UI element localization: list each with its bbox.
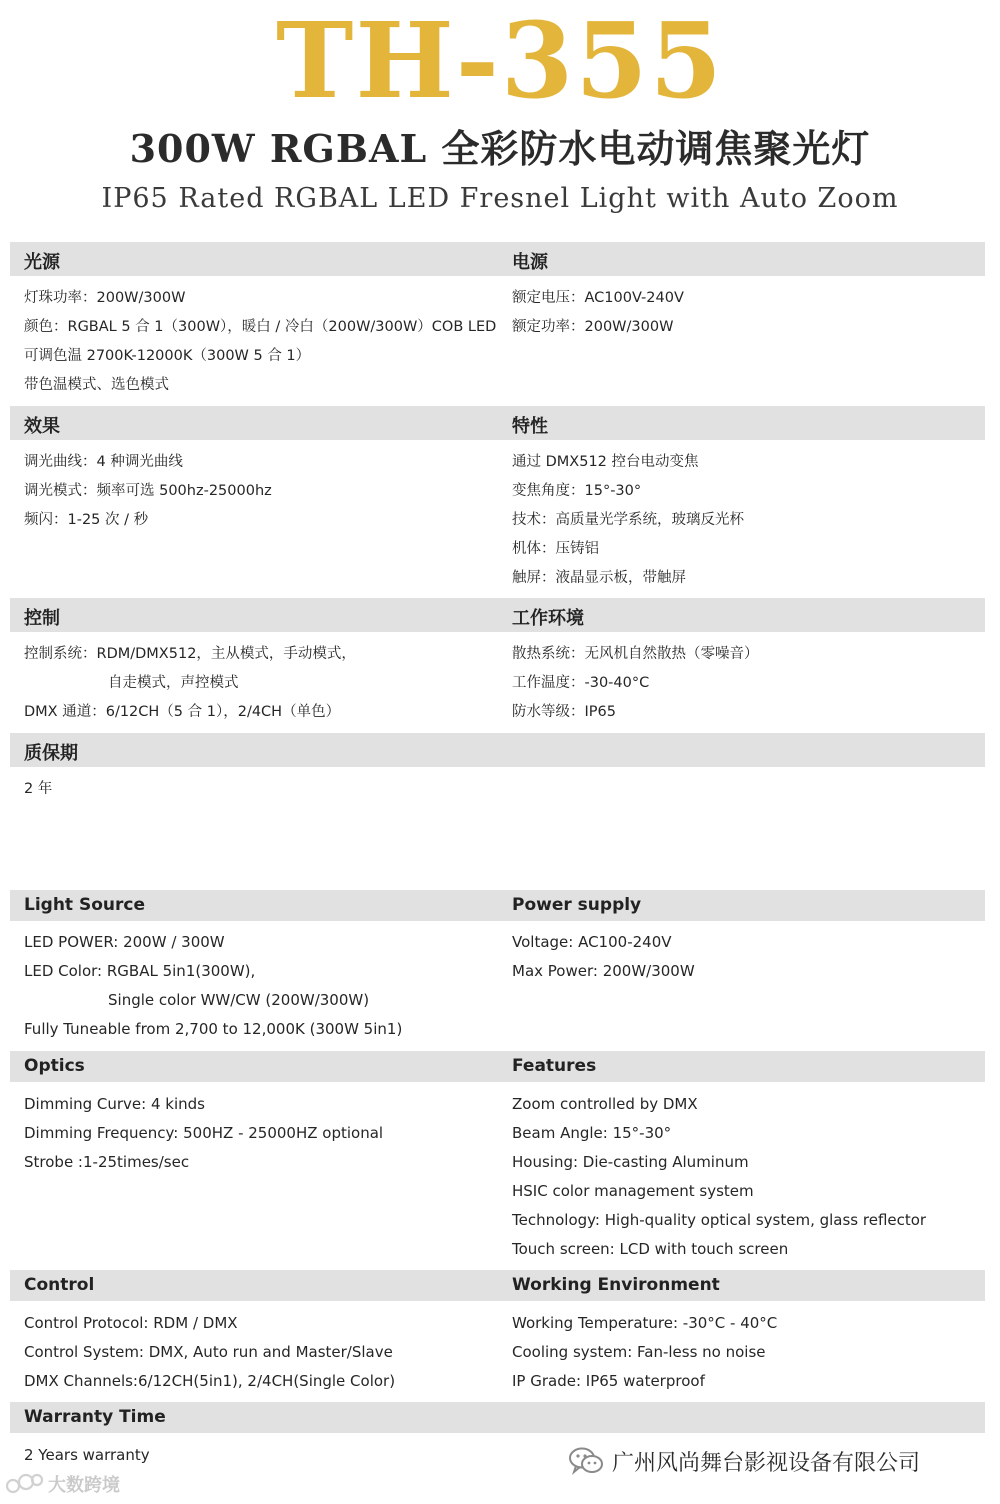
cn-light-source-line: 可调色温 2700K-12000K（300W 5 合 1） — [24, 348, 311, 364]
cn-features-line: 机体：压铸铝 — [512, 541, 599, 557]
cn-effect-features-header-band — [10, 406, 985, 440]
en-light-source-line: Single color WW/CW (200W/300W) — [108, 991, 370, 1009]
watermark-text: 大数跨境 — [48, 1475, 120, 1496]
en-power-line: Voltage: AC100-240V — [512, 933, 672, 951]
en-light-source-line: Fully Tuneable from 2,700 to 12,000K (300W 5in1) — [24, 1020, 403, 1038]
en-environment-line: Working Temperature: -30°C - 40°C — [512, 1314, 778, 1332]
en-optics-line: Dimming Curve: 4 kinds — [24, 1095, 205, 1113]
en-environment-line: IP Grade: IP65 waterproof — [512, 1372, 705, 1390]
en-features-line: HSIC color management system — [512, 1182, 754, 1200]
company-brand — [568, 1443, 988, 1479]
cn-power-line: 额定功率：200W/300W — [512, 319, 674, 335]
en-warranty-line: 2 Years warranty — [24, 1446, 150, 1464]
en-features-line: Housing: Die-casting Aluminum — [512, 1153, 749, 1171]
cn-environment-line: 工作温度：-30-40°C — [512, 675, 650, 691]
watermark — [4, 1468, 120, 1500]
cn-control-heading: 控制 — [24, 608, 60, 629]
company-name: 广州风尚舞台影视设备有限公司 — [612, 1450, 921, 1476]
cn-effect-heading: 效果 — [24, 416, 60, 437]
cn-features-line: 技术：高质量光学系统，玻璃反光杯 — [512, 512, 744, 528]
cn-effect-line: 调光模式：频率可选 500hz-25000hz — [24, 483, 272, 499]
cn-light-source-line: 带色温模式、选色模式 — [24, 377, 169, 393]
en-control-line: DMX Channels:6/12CH(5in1), 2/4CH(Single Color) — [24, 1372, 396, 1390]
cn-light-power-header-band — [10, 242, 985, 276]
en-features-heading: Features — [512, 1056, 597, 1076]
en-power-line: Max Power: 200W/300W — [512, 962, 695, 980]
cn-features-line: 通过 DMX512 控台电动变焦 — [512, 454, 699, 470]
en-environment-line: Cooling system: Fan-less no noise — [512, 1343, 766, 1361]
en-optics-features-header-band — [10, 1051, 985, 1082]
en-control-line: Control System: DMX, Auto run and Master/Slave — [24, 1343, 393, 1361]
cn-light-source-heading: 光源 — [24, 252, 60, 273]
en-features-line: Zoom controlled by DMX — [512, 1095, 698, 1113]
en-control-line: Control Protocol: RDM / DMX — [24, 1314, 238, 1332]
en-features-line: Beam Angle: 15°-30° — [512, 1124, 672, 1142]
cn-control-line: 自走模式，声控模式 — [108, 675, 239, 691]
cn-control-line: DMX 通道：6/12CH（5 合 1），2/4CH（单色） — [24, 704, 341, 720]
en-optics-line: Dimming Frequency: 500HZ - 25000HZ optional — [24, 1124, 384, 1142]
product-model-title: TH-355 — [276, 0, 724, 122]
cn-features-heading: 特性 — [512, 416, 548, 437]
cn-warranty-line: 2 年 — [24, 781, 53, 797]
en-warranty-heading: Warranty Time — [24, 1407, 166, 1427]
cn-light-source-line: 颜色：RGBAL 5 合 1（300W），暖白 / 冷白（200W/300W）COB LED — [24, 319, 497, 335]
cn-environment-heading: 工作环境 — [512, 608, 584, 629]
cn-effect-line: 频闪：1-25 次 / 秒 — [24, 512, 149, 528]
watermark-logo-icon — [4, 1470, 44, 1498]
chinese-product-title: 300W RGBAL 全彩防水电动调焦聚光灯 — [129, 126, 871, 171]
en-environment-heading: Working Environment — [512, 1275, 720, 1295]
cn-environment-line: 防水等级：IP65 — [512, 704, 616, 720]
en-light-power-header-band — [10, 890, 985, 921]
wechat-icon — [568, 1446, 604, 1476]
cn-light-source-line: 灯珠功率：200W/300W — [24, 290, 186, 306]
cn-features-line: 变焦角度：15°-30° — [512, 483, 642, 499]
cn-power-line: 额定电压：AC100V-240V — [512, 290, 684, 306]
cn-features-line: 触屏：液晶显示板，带触屏 — [512, 570, 686, 586]
en-optics-heading: Optics — [24, 1056, 85, 1076]
cn-environment-line: 散热系统：无风机自然散热（零噪音） — [512, 646, 759, 662]
cn-warranty-header-band — [10, 733, 985, 767]
en-light-source-line: LED Color: RGBAL 5in1(300W), — [24, 962, 256, 980]
en-control-environment-header-band — [10, 1270, 985, 1301]
en-optics-line: Strobe :1-25times/sec — [24, 1153, 190, 1171]
en-light-source-heading: Light Source — [24, 895, 145, 915]
en-features-line: Touch screen: LCD with touch screen — [512, 1240, 789, 1258]
cn-control-line: 控制系统：RDM/DMX512，主从模式，手动模式， — [24, 646, 356, 662]
en-features-line: Technology: High-quality optical system, glass reflector — [512, 1211, 927, 1229]
cn-control-environment-header-band — [10, 598, 985, 632]
cn-warranty-heading: 质保期 — [24, 743, 78, 764]
cn-power-heading: 电源 — [512, 252, 548, 273]
en-control-heading: Control — [24, 1275, 95, 1295]
en-light-source-line: LED POWER: 200W / 300W — [24, 933, 225, 951]
cn-effect-line: 调光曲线：4 种调光曲线 — [24, 454, 183, 470]
en-power-heading: Power supply — [512, 895, 642, 915]
english-product-title: IP65 Rated RGBAL LED Fresnel Light with Auto Zoom — [101, 183, 899, 214]
